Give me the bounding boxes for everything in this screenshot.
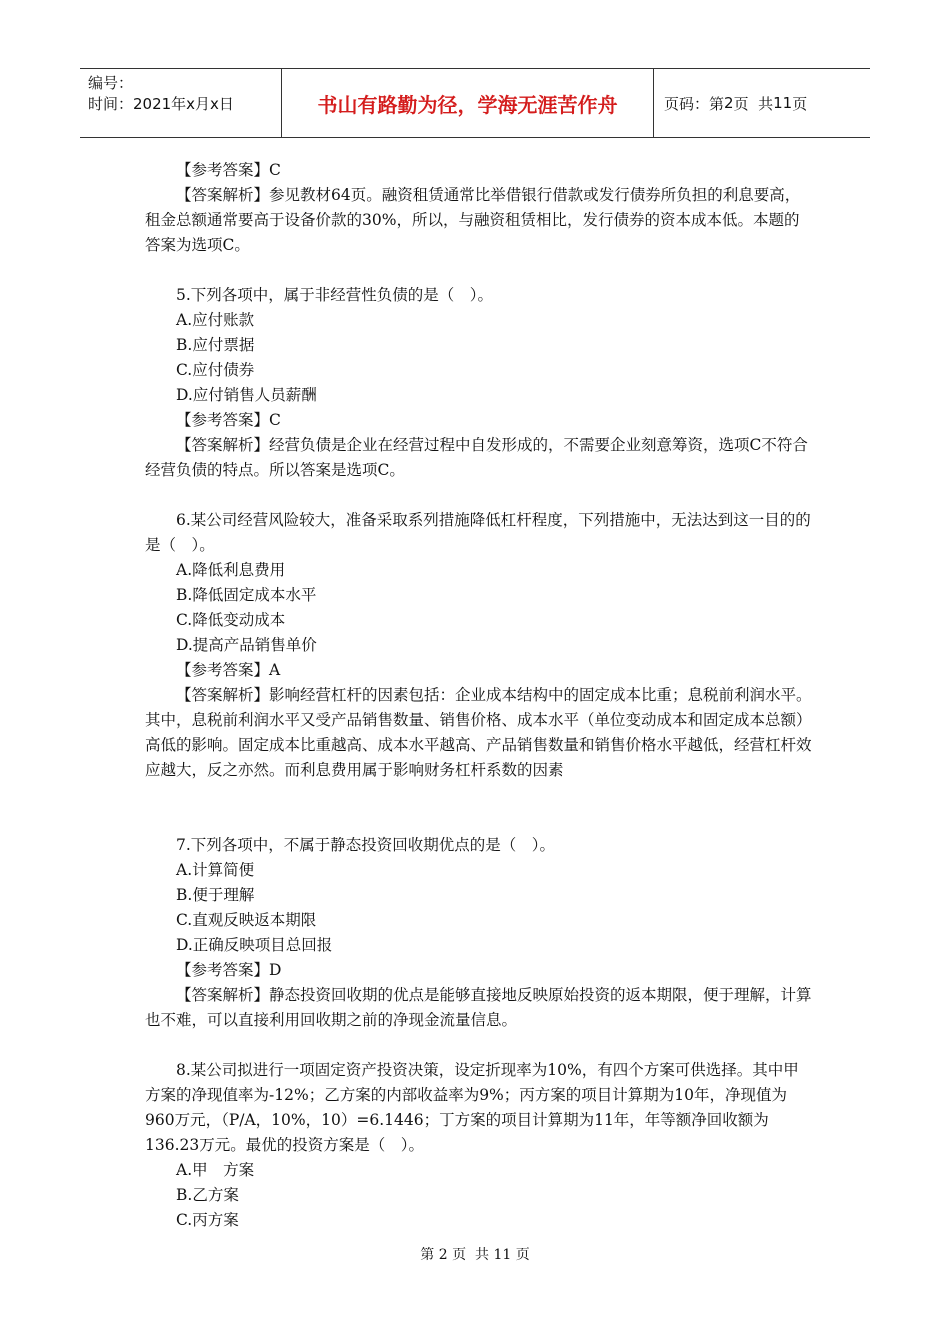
header-page-info (654, 69, 870, 137)
paragraph-spacer (145, 258, 813, 283)
document-body (145, 158, 813, 1233)
body-line: D.应付销售人员薪酬 (176, 386, 317, 404)
page-info-prefix: 页码：第 (664, 94, 725, 113)
body-line: C.直观反映返本期限 (176, 911, 317, 929)
body-line: C.丙方案 (176, 1211, 239, 1229)
body-line: A.计算简便 (176, 861, 255, 879)
body-paragraph: 【答案解析】经营负债是企业在经营过程中自发形成的，不需要企业刻意筹资，选项C不符合经营负债的特点。所以答案是选项C。 (145, 436, 808, 479)
paragraph-spacer (145, 1033, 813, 1058)
document-number-label: 编号： (88, 74, 134, 92)
page-info-current: 2 (724, 94, 734, 112)
paragraph-spacer (145, 483, 813, 508)
body-line: 【参考答案】C (176, 161, 281, 179)
body-line: B.降低固定成本水平 (176, 586, 317, 604)
footer-prefix: 第 (420, 1247, 435, 1263)
page-info-mid: 页 共 (733, 94, 774, 113)
header-meta (80, 69, 282, 137)
footer-total: 11 (493, 1247, 512, 1263)
body-line: C.应付债券 (176, 361, 255, 379)
page-info-total: 11 (773, 94, 793, 112)
page-info-suffix: 页 (792, 94, 808, 113)
footer-current: 2 (438, 1247, 448, 1263)
body-line: A.降低利息费用 (176, 561, 286, 579)
body-line: B.便于理解 (176, 886, 255, 904)
body-line: D.提高产品销售单价 (176, 636, 317, 654)
footer-mid: 页 共 (452, 1247, 489, 1263)
body-line: 【参考答案】D (176, 961, 282, 979)
paragraph-spacer (145, 783, 813, 808)
body-paragraph: 6.某公司经营风险较大，准备采取系列措施降低杠杆程度，下列措施中，无法达到这一目的的是（ ）。 (145, 511, 811, 554)
body-line: D.正确反映项目总回报 (176, 936, 333, 954)
footer-suffix: 页 (515, 1247, 530, 1263)
page-footer (0, 1244, 950, 1264)
header-motto: 书山有路勤为径，学海无涯苦作舟 (282, 69, 654, 137)
body-line: B.乙方案 (176, 1186, 239, 1204)
body-line: 【参考答案】A (176, 661, 281, 679)
body-paragraph: 8.某公司拟进行一项固定资产投资决策，设定折现率为10%，有四个方案可供选择。其中甲方案的净现值率为-12%；乙方案的内部收益率为9%；丙方案的项目计算期为10年，净现值为960万元，（P/A，10%，10）=6.1446；丁方案的项目计算期为11年，年等额净回收额为136.23万元。最优的投资方案是（ ）。 (145, 1061, 799, 1154)
paragraph-spacer (145, 808, 813, 833)
body-paragraph: 【答案解析】影响经营杠杆的因素包括：企业成本结构中的固定成本比重；息税前利润水平。其中，息税前利润水平又受产品销售数量、销售价格、成本水平（单位变动成本和固定成本总额）高低的影响。固定成本比重越高、成本水平越高、产品销售数量和销售价格水平越低，经营杠杆效应越大，反之亦然。而利息费用属于影响财务杠杆系数的因素 (145, 686, 812, 779)
document-time-label: 时间：2021年x月x日 (88, 95, 234, 113)
body-line: 7.下列各项中，不属于静态投资回收期优点的是（ ）。 (176, 836, 556, 854)
body-paragraph: 【答案解析】静态投资回收期的优点是能够直接地反映原始投资的返本期限，便于理解，计算也不难，可以直接利用回收期之前的净现金流量信息。 (145, 986, 812, 1029)
body-line: B.应付票据 (176, 336, 255, 354)
body-line: A.甲 方案 (176, 1161, 255, 1179)
body-paragraph: 【答案解析】参见教材64页。融资租赁通常比举借银行借款或发行债券所负担的利息要高，租金总额通常要高于设备价款的30%，所以，与融资租赁相比，发行债券的资本成本低。本题的答案为选项C。 (145, 186, 801, 254)
page-header (80, 68, 870, 138)
body-line: C.降低变动成本 (176, 611, 286, 629)
body-line: 5.下列各项中，属于非经营性负债的是（ ）。 (176, 286, 494, 304)
body-line: A.应付账款 (176, 311, 255, 329)
body-line: 【参考答案】C (176, 411, 281, 429)
